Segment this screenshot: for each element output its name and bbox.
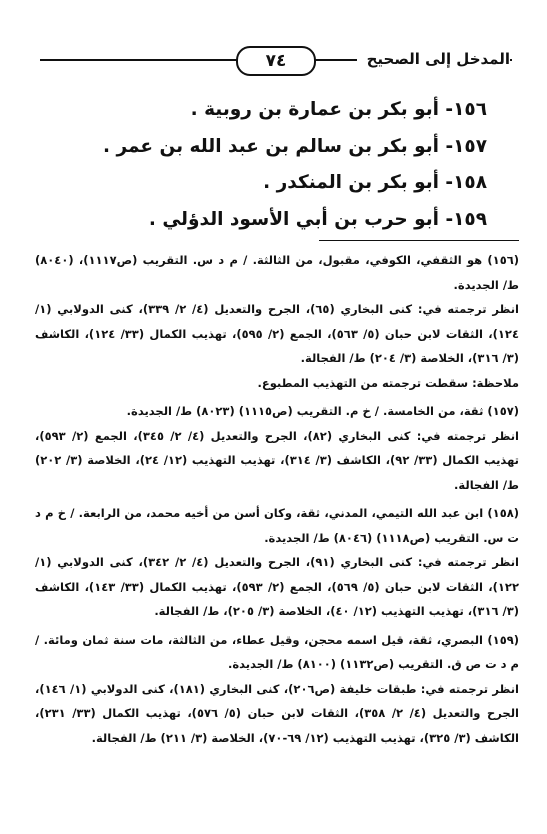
- footnote-text: (١٥٧) ثقة، من الخامسة. / خ م. التقريب (ص١١١٥) (٨٠٢٣) ط/ الجديدة.: [126, 404, 519, 418]
- footnote-references: انظر ترجمته في: كنى البخاري (٦٥)، الجرح والتعديل (٤/ ٢/ ٣٣٩)، كنى الدولابي (١/ ١٢٤)، الثقات لابن حبان (٥/ ٥٦٣)، الجمع (٢/ ٥٩٥)، تهذيب الكمال (٣٣/ ١٢٤)، الكاشف (٣/ ٣١٦)، الخلاصة (٣/ ٢٠٤) ط/ الفجالة.: [35, 302, 519, 365]
- narrator-entry: ١٥٧- أبو بكر بن سالم بن عبد الله بن عمر .: [103, 135, 487, 157]
- narrator-entry: ١٥٨- أبو بكر بن المنكدر .: [263, 172, 487, 193]
- footnote-text: (١٥٩) البصري، ثقة، قيل اسمه محجن، وقيل عطاء، من الثالثة، مات سنة ثمان ومائة. / م د ت ص ق. التقريب (ص١١٣٢) (٨١٠٠) ط/ الجديدة.: [35, 632, 519, 671]
- footnote-157: [35, 399, 519, 497]
- narrator-list: [47, 92, 487, 238]
- footnotes: [35, 248, 519, 750]
- footnote-159: [35, 628, 519, 751]
- footnote-text: (١٥٦) هو الثقفي، الكوفي، مقبول، من الثالثة. / م د س. التقريب (ص١١١٧)، (٨٠٤٠) ط/ الجديدة.: [35, 253, 519, 292]
- page-header: [40, 46, 512, 74]
- footnote-references: انظر ترجمته في: كنى البخاري (٩١)، الجرح والتعديل (٤/ ٢/ ٣٤٢)، كنى الدولابي (١/ ١٢٢)، الثقات لابن حبان (٥/ ٥٦٩)، الجمع (٢/ ٥٩٣)، تهذيب الكمال (٣٣/ ١٤٣)، الكاشف (٣/ ٣١٦)، تهذيب التهذيب (١٢/ ٤٠)، الخلاصة (٣/ ٢٠٥)، ط/ الفجالة.: [35, 555, 519, 618]
- narrator-entry: ١٥٦- أبو بكر بن عمارة بن روبية .: [190, 99, 487, 120]
- running-title: المدخل إلى الصحيح: [357, 46, 510, 72]
- footnote-separator: [319, 240, 519, 241]
- footnote-references: انظر ترجمته في: كنى البخاري (٨٢)، الجرح والتعديل (٤/ ٢/ ٣٤٥)، الجمع (٢/ ٥٩٣)، تهذيب الكمال (٣٣/ ٩٢)، الكاشف (٣/ ٣١٤)، تهذيب التهذيب (١٢/ ٢٤)، الخلاصة (٣/ ٢٠٢) ط/ الفجالة.: [35, 428, 519, 492]
- page-number-badge: ٧٤: [236, 46, 316, 76]
- footnote-158: [35, 501, 519, 624]
- footnote-note: ملاحظة: سقطت ترجمته من التهذيب المطبوع.: [257, 375, 519, 390]
- footnote-references: انظر ترجمته في: طبقات خليفة (ص٢٠٦)، كنى البخاري (١٨١)، كنى الدولابي (١/ ١٤٦)، الجرح والتعديل (٤/ ٢/ ٣٥٨)، الثقات لابن حبان (٥/ ٥٧٦)، تهذيب الكمال (٣٣/ ٢٣١)، الكاشف (٣/ ٣٢٥)، تهذيب التهذيب (١٢/ ٦٩-٧٠)، الخلاصة (٣/ ٢١١) ط/ الفجالة.: [35, 681, 519, 745]
- footnote-text: (١٥٨) ابن عبد الله التيمي، المدني، ثقة، وكان أسن من أخيه محمد، من الرابعة. / خ م د ت س. التقريب (ص١١١٨) (٨٠٤٦) ط/ الجديدة.: [35, 506, 519, 545]
- footnote-156: [35, 248, 519, 395]
- narrator-entry: ١٥٩- أبو حرب بن أبي الأسود الدؤلي .: [148, 208, 487, 230]
